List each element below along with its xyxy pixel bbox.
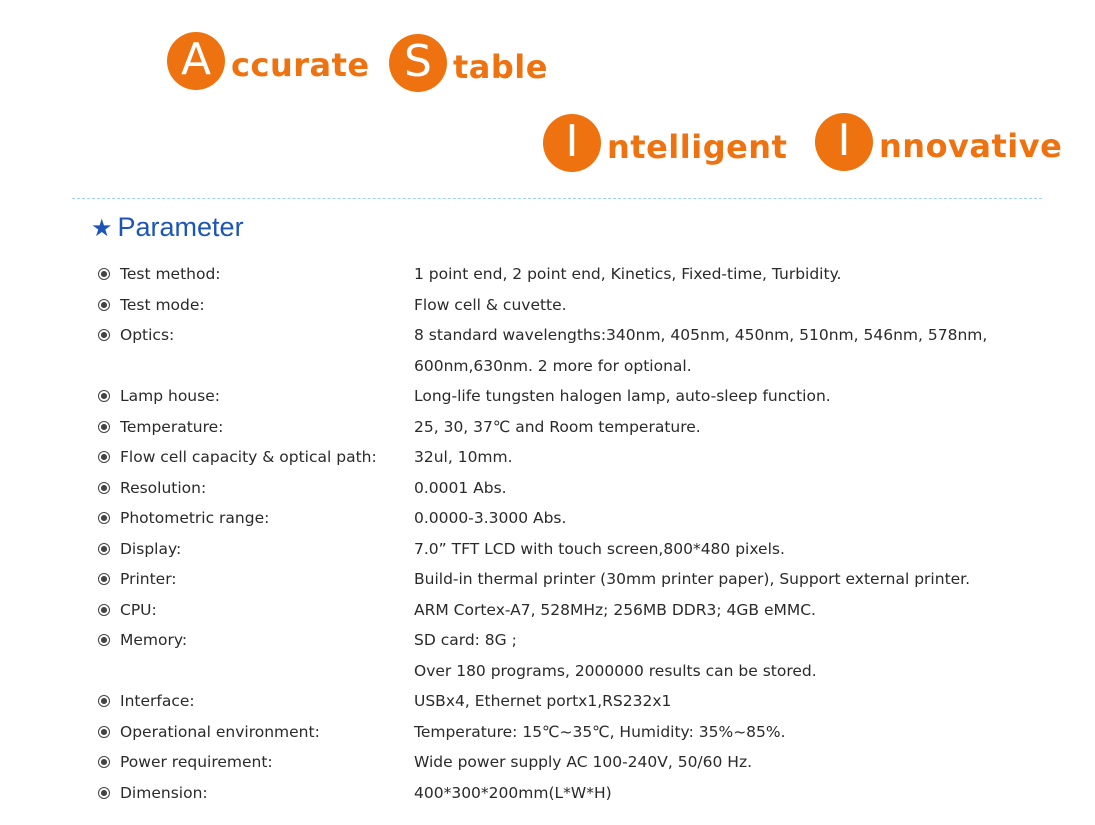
radio-bullet-icon — [95, 503, 113, 534]
dashed-divider — [72, 198, 1042, 199]
radio-bullet-icon — [95, 778, 113, 809]
parameter-row — [95, 503, 1055, 534]
parameter-value-line: 7.0” TFT LCD with touch screen,800*480 pixels. — [414, 539, 785, 558]
letter-i-circle-icon: I — [815, 113, 873, 171]
parameter-value-line: ARM Cortex-A7, 528MHz; 256MB DDR3; 4GB eMMC. — [414, 600, 816, 619]
parameter-value-line: Long-life tungsten halogen lamp, auto-sleep function. — [414, 387, 831, 405]
parameter-value — [414, 595, 1055, 626]
parameter-row — [95, 625, 1055, 686]
parameter-row — [95, 778, 1055, 809]
parameter-row — [95, 473, 1055, 504]
parameter-row — [95, 564, 1055, 595]
parameter-value-line: 25, 30, 37℃ and Room temperature. — [414, 417, 701, 436]
radio-bullet-icon — [95, 686, 113, 717]
brand-accurate-text: ccurate — [231, 46, 370, 84]
parameter-value-line: Wide power supply AC 100-240V, 50/60 Hz. — [414, 753, 753, 771]
parameter-label: Display: — [120, 539, 182, 558]
parameter-value — [414, 442, 1055, 473]
brand-innovative — [815, 113, 1062, 171]
parameter-row — [95, 595, 1055, 626]
brand-intelligent-text: ntelligent — [607, 128, 788, 166]
parameter-label: Test mode: — [120, 295, 205, 314]
parameter-value — [414, 686, 1055, 717]
parameter-value-line: 400*300*200mm(L*W*H) — [414, 783, 612, 802]
radio-bullet-icon — [95, 320, 113, 351]
parameter-row — [95, 534, 1055, 565]
parameter-value-line: Flow cell & cuvette. — [414, 295, 567, 314]
parameter-value — [414, 564, 1055, 595]
parameter-label: Optics: — [120, 326, 175, 344]
parameter-label: Photometric range: — [120, 509, 270, 527]
parameter-label: Operational environment: — [120, 722, 320, 741]
parameter-label: Test method: — [120, 265, 221, 283]
parameter-value — [414, 412, 1055, 443]
parameter-label: Lamp house: — [120, 387, 220, 405]
radio-bullet-icon — [95, 442, 113, 473]
parameter-value — [414, 747, 1055, 778]
parameter-row — [95, 320, 1055, 381]
parameter-value — [414, 381, 1055, 412]
parameter-value-line: 32ul, 10mm. — [414, 448, 513, 466]
parameter-value-line: 0.0001 Abs. — [414, 478, 507, 497]
parameter-label: Memory: — [120, 631, 188, 649]
parameter-value — [414, 717, 1055, 748]
parameter-row — [95, 381, 1055, 412]
parameter-value — [414, 259, 1055, 290]
parameter-value — [414, 503, 1055, 534]
radio-bullet-icon — [95, 473, 113, 504]
parameter-row — [95, 442, 1055, 473]
parameter-label: Interface: — [120, 692, 195, 710]
parameter-value — [414, 290, 1055, 321]
parameter-row — [95, 686, 1055, 717]
parameter-label: CPU: — [120, 600, 157, 619]
letter-s-circle-icon: S — [389, 34, 447, 92]
parameter-row — [95, 717, 1055, 748]
parameter-value — [414, 320, 1055, 381]
parameter-row — [95, 259, 1055, 290]
parameter-row — [95, 412, 1055, 443]
radio-bullet-icon — [95, 595, 113, 626]
parameter-label: Flow cell capacity & optical path: — [120, 448, 377, 466]
brand-stable — [389, 34, 548, 92]
brand-innovative-text: nnovative — [879, 127, 1063, 165]
brand-stable-text: table — [453, 48, 548, 86]
section-title — [91, 212, 244, 243]
parameter-row — [95, 747, 1055, 778]
parameter-value-line: 8 standard wavelengths:340nm, 405nm, 450nm, 510nm, 546nm, 578nm, — [414, 326, 988, 344]
parameter-value-line: USBx4, Ethernet portx1,RS232x1 — [414, 692, 672, 710]
parameter-value-line: Over 180 programs, 2000000 results can be stored. — [414, 661, 817, 680]
parameter-value-line: 0.0000-3.3000 Abs. — [414, 509, 567, 527]
parameter-row — [95, 290, 1055, 321]
parameter-label: Temperature: — [120, 417, 224, 436]
radio-bullet-icon — [95, 290, 113, 321]
radio-bullet-icon — [95, 564, 113, 595]
parameter-value-line: 600nm,630nm. 2 more for optional. — [414, 356, 692, 375]
radio-bullet-icon — [95, 259, 113, 290]
parameter-value — [414, 473, 1055, 504]
parameter-label: Printer: — [120, 570, 177, 588]
parameter-label: Resolution: — [120, 478, 207, 497]
parameter-value-line: SD card: 8G ; — [414, 631, 517, 649]
radio-bullet-icon — [95, 412, 113, 443]
letter-a-circle-icon: A — [167, 32, 225, 90]
letter-i-circle-icon: I — [543, 114, 601, 172]
section-title-text: Parameter — [117, 212, 244, 242]
radio-bullet-icon — [95, 625, 113, 656]
parameter-value-line: 1 point end, 2 point end, Kinetics, Fixed-time, Turbidity. — [414, 265, 842, 283]
parameter-value-line: Temperature: 15℃~35℃, Humidity: 35%~85%. — [414, 722, 786, 741]
parameter-label: Dimension: — [120, 783, 208, 802]
parameter-label: Power requirement: — [120, 753, 273, 771]
brand-intelligent — [543, 114, 787, 172]
star-icon: ★ — [91, 213, 113, 242]
radio-bullet-icon — [95, 381, 113, 412]
parameter-value — [414, 625, 1055, 686]
parameter-value — [414, 778, 1055, 809]
parameter-value-line: Build-in thermal printer (30mm printer paper), Support external printer. — [414, 570, 971, 588]
radio-bullet-icon — [95, 717, 113, 748]
parameter-list — [95, 259, 1055, 808]
parameter-value — [414, 534, 1055, 565]
radio-bullet-icon — [95, 534, 113, 565]
radio-bullet-icon — [95, 747, 113, 778]
brand-accurate — [167, 32, 370, 90]
